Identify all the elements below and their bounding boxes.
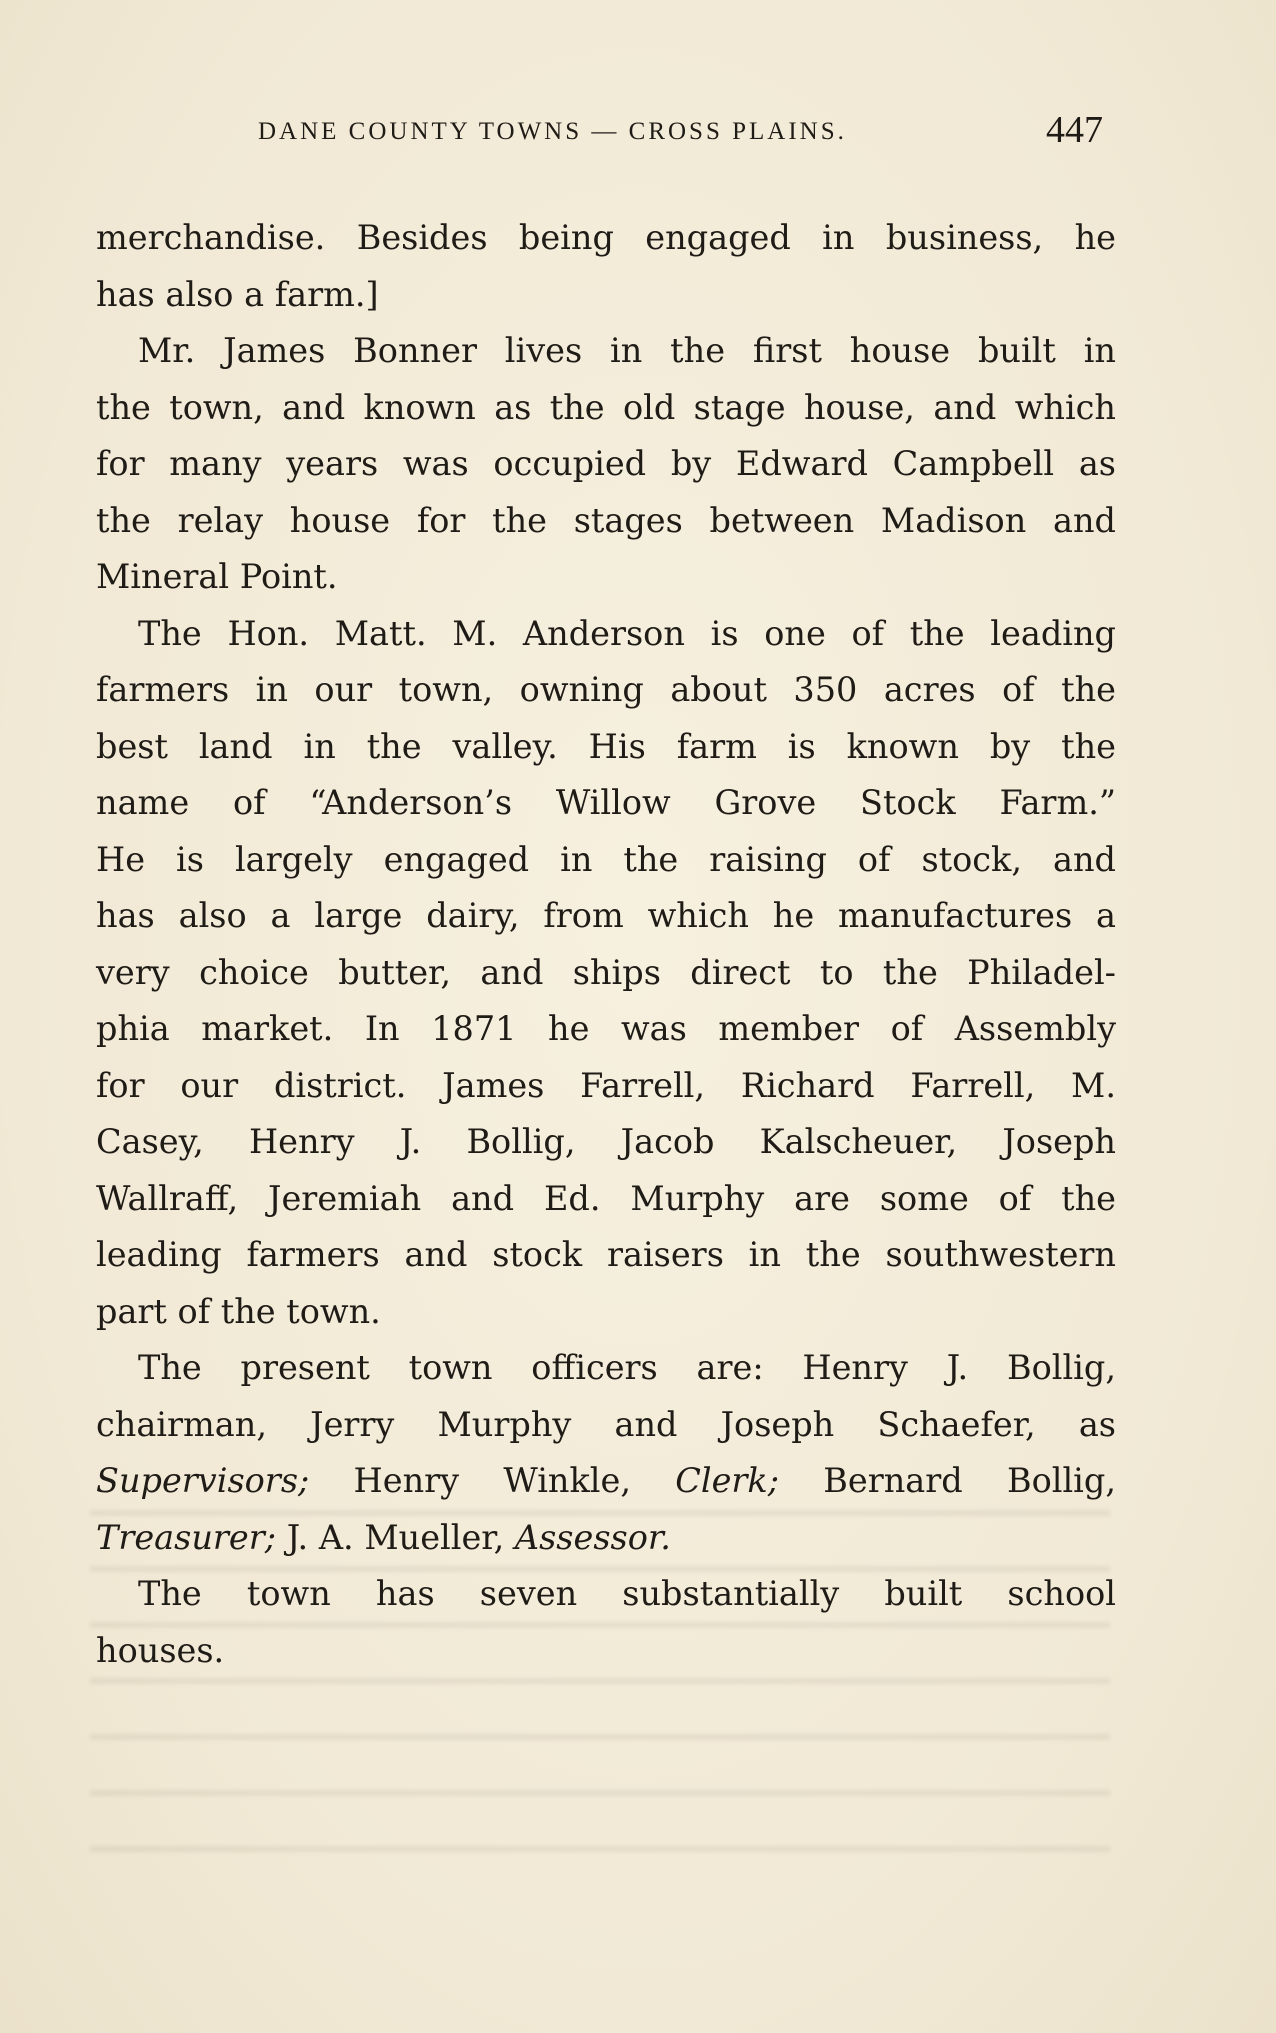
text-line: farmers in our town, owning about 350 acres of the	[96, 670, 1116, 709]
page-number: 447	[1046, 109, 1103, 151]
title-assessor: Assessor.	[514, 1517, 671, 1557]
text-line-officers-2	[96, 1510, 1116, 1567]
text-line: leading farmers and stock raisers in the southwestern	[96, 1235, 1116, 1274]
text-line-officers-1	[96, 1453, 1116, 1510]
text-line: part of the town.	[96, 1291, 381, 1331]
text-line: The present town officers are: Henry J. Bollig,	[138, 1348, 1116, 1387]
officer-names-3: J. A. Mueller,	[276, 1517, 515, 1557]
text-line: has also a farm.]	[96, 274, 379, 314]
text-line: for our district. James Farrell, Richard Farrell, M.	[96, 1065, 1116, 1105]
title-clerk: Clerk;	[675, 1461, 780, 1500]
running-head: DANE COUNTY TOWNS — CROSS PLAINS.	[258, 118, 847, 145]
paragraph-lines	[96, 210, 1116, 1453]
text-line: the town, and known as the old stage house, and which	[96, 387, 1116, 427]
text-line: Wallraff, Jeremiah and Ed. Murphy are some of the	[96, 1178, 1116, 1218]
closing-lines	[96, 1566, 1116, 1679]
text-line: The town has seven substantially built school	[138, 1574, 1116, 1613]
text-line: name of “Anderson’s Willow Grove Stock Farm.”	[96, 783, 1116, 822]
text-line: chairman, Jerry Murphy and Joseph Schaefer, as	[96, 1404, 1116, 1444]
title-treasurer: Treasurer;	[96, 1517, 277, 1557]
text-line: the relay house for the stages between Madison and	[96, 500, 1116, 540]
text-line: phia market. In 1871 he was member of Assembly	[96, 1009, 1116, 1048]
text-line: Mineral Point.	[96, 557, 338, 596]
text-line: very choice butter, and ships direct to the Philadel-	[96, 952, 1116, 992]
officer-names-1: Henry Winkle,	[309, 1461, 676, 1500]
body-text	[96, 210, 1116, 1679]
officer-names-2: Bernard Bollig,	[779, 1461, 1116, 1500]
text-line: Casey, Henry J. Bollig, Jacob Kalscheuer, Joseph	[96, 1122, 1116, 1161]
text-line: has also a large dairy, from which he manufactures a	[96, 896, 1116, 935]
title-supervisors: Supervisors;	[96, 1461, 310, 1500]
text-line: He is largely engaged in the raising of stock, and	[96, 839, 1116, 879]
text-line: Mr. James Bonner lives in the first house built in	[138, 331, 1116, 370]
text-line: for many years was occupied by Edward Campbell as	[96, 444, 1116, 483]
text-line: best land in the valley. His farm is known by the	[96, 726, 1116, 766]
text-line: The Hon. Matt. M. Anderson is one of the leading	[138, 613, 1116, 653]
text-line: houses.	[96, 1630, 225, 1670]
text-line: merchandise. Besides being engaged in business, he	[96, 218, 1116, 257]
